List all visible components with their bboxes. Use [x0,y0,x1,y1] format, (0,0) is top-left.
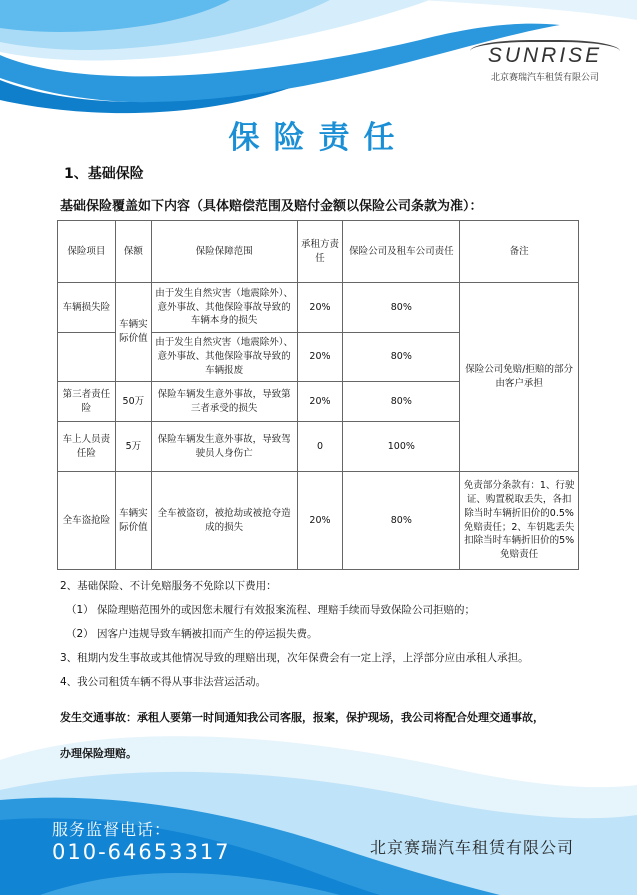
service-hotline-label: 服务监督电话： [52,820,172,839]
service-hotline-number: 010-64653317 [52,840,231,864]
table-row [58,283,579,333]
cell-item: 第三者责任险 [58,382,116,422]
cell-company: 80% [343,382,460,422]
table-header-row [58,221,579,283]
company-logo [470,40,620,83]
cell-company: 80% [343,283,460,333]
cell-renter: 0 [297,422,343,472]
header-cell: 承租方责任 [297,221,343,283]
accident-line: 发生交通事故：承租人要第一时间通知我公司客服，报案，保护现场，我公司将配合处理交通事故， [60,711,544,724]
accident-line: 办理保险理赔。 [60,747,137,760]
cell-scope: 保险车辆发生意外事故，导致第三者承受的损失 [151,382,297,422]
insurance-table [57,220,579,570]
footer-company-name: 北京赛瑞汽车租赁有限公司 [370,838,575,857]
cell-scope: 由于发生自然灾害（地震除外）、意外事故、其他保险事故导致的车辆报废 [151,333,297,382]
cell-company: 80% [343,333,460,382]
cell-item: 车辆损失险 [58,283,116,333]
cell-scope: 全车被盗窃，被抢劫或被抢夺造成的损失 [151,472,297,570]
cell-scope: 保险车辆发生意外事故，导致驾驶员人身伤亡 [151,422,297,472]
header-cell: 保险公司及租车公司责任 [343,221,460,283]
cell-scope: 由于发生自然灾害（地震除外）、意外事故、其他保险事故导致的车辆本身的损失 [151,283,297,333]
header-cell: 保险保障范围 [151,221,297,283]
page-title: 保险责任 [228,120,409,156]
table-row [58,472,579,570]
cell-item: 车上人员责任险 [58,422,116,472]
rules-list [60,574,620,694]
cell-note: 保险公司免赔/拒赔的部分由客户承担 [460,283,579,472]
rule-subitem: （1） 保险理赔范围外的或因您未履行有效报案流程、理赔手续而导致保险公司拒赔的； [66,604,476,616]
cell-amount: 5万 [115,422,151,472]
cell-item [58,333,116,382]
header-cell: 保额 [115,221,151,283]
section-heading-basic-insurance: 1、基础保险 [64,166,144,182]
accident-notice [60,700,600,772]
cell-amount: 50万 [115,382,151,422]
cell-amount: 车辆实际价值 [115,472,151,570]
cell-renter: 20% [297,283,343,333]
logo-wordmark: SUNRISE [470,40,620,68]
rule-item: 2、基础保险、不计免赔服务不免除以下费用： [60,580,277,592]
cell-company: 80% [343,472,460,570]
rule-item: 3、租期内发生事故或其他情况导致的理赔出现，次年保费会有一定上浮，上浮部分应由承租人承担。 [60,652,529,664]
cell-item: 全车盗抢险 [58,472,116,570]
header-cell: 保险项目 [58,221,116,283]
cell-note: 免责部分条款有：1、行驶证、购置税取丢失，各扣除当时车辆折旧价的0.5%免赔责任；2、车钥匙丢失扣除当时车辆折旧价的5%免赔责任 [460,472,579,570]
cell-company: 100% [343,422,460,472]
logo-company-name: 北京赛瑞汽车租赁有限公司 [490,73,599,83]
cell-renter: 20% [297,472,343,570]
section-intro: 基础保险覆盖如下内容（具体赔偿范围及赔付金额以保险公司条款为准）： [60,199,483,214]
cell-renter: 20% [297,333,343,382]
rule-subitem: （2） 因客户违规导致车辆被扣而产生的停运损失费。 [66,628,318,640]
cell-renter: 20% [297,382,343,422]
cell-amount: 车辆实际价值 [115,283,151,382]
header-cell: 备注 [460,221,579,283]
rule-item: 4、我公司租赁车辆不得从事非法营运活动。 [60,676,267,688]
